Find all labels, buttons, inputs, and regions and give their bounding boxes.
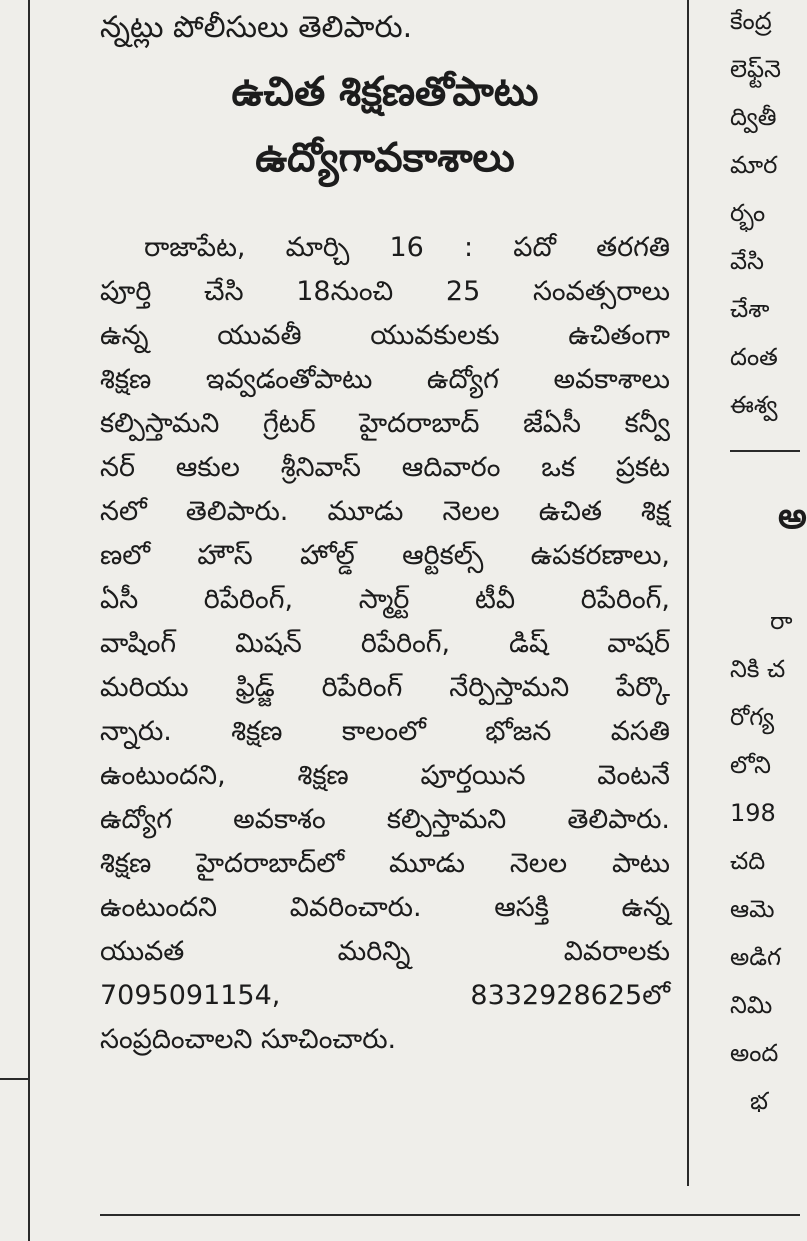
adjacent-article-line: లోని <box>730 751 771 779</box>
adjacent-article-line: చది <box>730 847 766 875</box>
adjacent-article-line: ద్వితీ <box>730 103 777 131</box>
article-body-line: ఉద్యోగ అవకాశం కల్పిస్తామని తెలిపారు. <box>100 804 670 835</box>
article-body-line: కల్పిస్తామని గ్రేటర్ హైదరాబాద్ జేఏసీ కన్వీ <box>100 408 670 439</box>
article-body-line: న్నారు. శిక్షణ కాలంలో భోజన వసతి <box>100 716 670 747</box>
adjacent-article-headline: అ <box>778 496 807 537</box>
adjacent-article-line: చేశా <box>730 295 770 323</box>
adjacent-article-line: వేసి <box>730 247 764 275</box>
adjacent-article-line: ఆమె <box>730 895 775 923</box>
article-body-line: పూర్తి చేసి 18నుంచి 25 సంవత్సరాలు <box>100 276 670 307</box>
adjacent-article-line: ర్భం <box>730 199 766 227</box>
article-body-line: మరియు ఫ్రిడ్జ్ రిపేరింగ్ నేర్పిస్తామని పేర్కొ <box>100 672 670 703</box>
adjacent-article-line: మార <box>730 151 778 179</box>
article-headline-line-1: ఉచిత శిక్షణతోపాటు <box>231 69 539 115</box>
article-body-line: సంప్రదించాలని సూచించారు. <box>100 1024 397 1055</box>
adjacent-article-line: లెఫ్ట్‌నె <box>730 55 781 83</box>
adjacent-article-line: అంద <box>730 1039 779 1067</box>
article-body-line: ఉంటుందని, శిక్షణ పూర్తయిన వెంటనే <box>100 760 670 791</box>
adjacent-article-line: నిమి <box>730 991 773 1019</box>
adjacent-article-line: రోగ్య <box>730 703 775 731</box>
adjacent-article-line: అడిగ <box>730 943 781 971</box>
article-body-line: వాషింగ్ మిషన్ రిపేరింగ్, డిష్ వాషర్ <box>100 628 670 659</box>
adjacent-article-line: 198 <box>730 799 776 827</box>
adjacent-article-line: భ <box>750 1087 768 1115</box>
article-body-line: ఏసీ రిపేరింగ్, స్మార్ట్ టీవీ రిపేరింగ్, <box>100 584 670 615</box>
article-body-line: శిక్షణ హైదరాబాద్‌లో మూడు నెలల పాటు <box>100 848 670 879</box>
article-body-line: ణలో హౌస్ హోల్డ్ ఆర్టికల్స్ ఉపకరణాలు, <box>100 540 670 571</box>
article-body-line: ఉన్న యువతీ యువకులకు ఉచితంగా <box>100 320 670 351</box>
article-body-line: శిక్షణ ఇవ్వడంతోపాటు ఉద్యోగ అవకాశాలు <box>100 364 670 395</box>
adjacent-section-rule <box>730 450 800 452</box>
adjacent-article-line: కేంద్ర <box>730 7 772 35</box>
article-body-line: నలో తెలిపారు. మూడు నెలల ఉచిత శిక్ష <box>100 496 670 527</box>
adjacent-article-line: రా <box>770 607 793 635</box>
adjacent-article-line: ఈశ్వ <box>730 391 778 419</box>
column-rule-right <box>687 0 689 1186</box>
bottom-rule <box>100 1214 800 1216</box>
article-body-line: రాజాపేట, మార్చి 16 : పదో తరగతి <box>144 232 670 263</box>
article-headline-line-2: ఉద్యోగావకాశాలు <box>255 135 515 181</box>
left-column-end-rule <box>0 1078 28 1080</box>
adjacent-article-line: నికి చ <box>730 655 786 683</box>
adjacent-article-column <box>730 0 807 1241</box>
adjacent-article-line: దంత <box>730 343 778 371</box>
article-body-line: 7095091154, 8332928625లో <box>100 980 670 1011</box>
column-rule-left <box>28 0 30 1241</box>
article-body-line: యువత మరిన్ని వివరాలకు <box>100 936 670 967</box>
previous-article-tail: న్నట్లు పోలీసులు తెలిపారు. <box>100 10 413 45</box>
article-body-line: ఉంటుందని వివరించారు. ఆసక్తి ఉన్న <box>100 892 670 923</box>
article-body-line: నర్ ఆకుల శ్రీనివాస్ ఆదివారం ఒక ప్రకట <box>100 452 670 483</box>
